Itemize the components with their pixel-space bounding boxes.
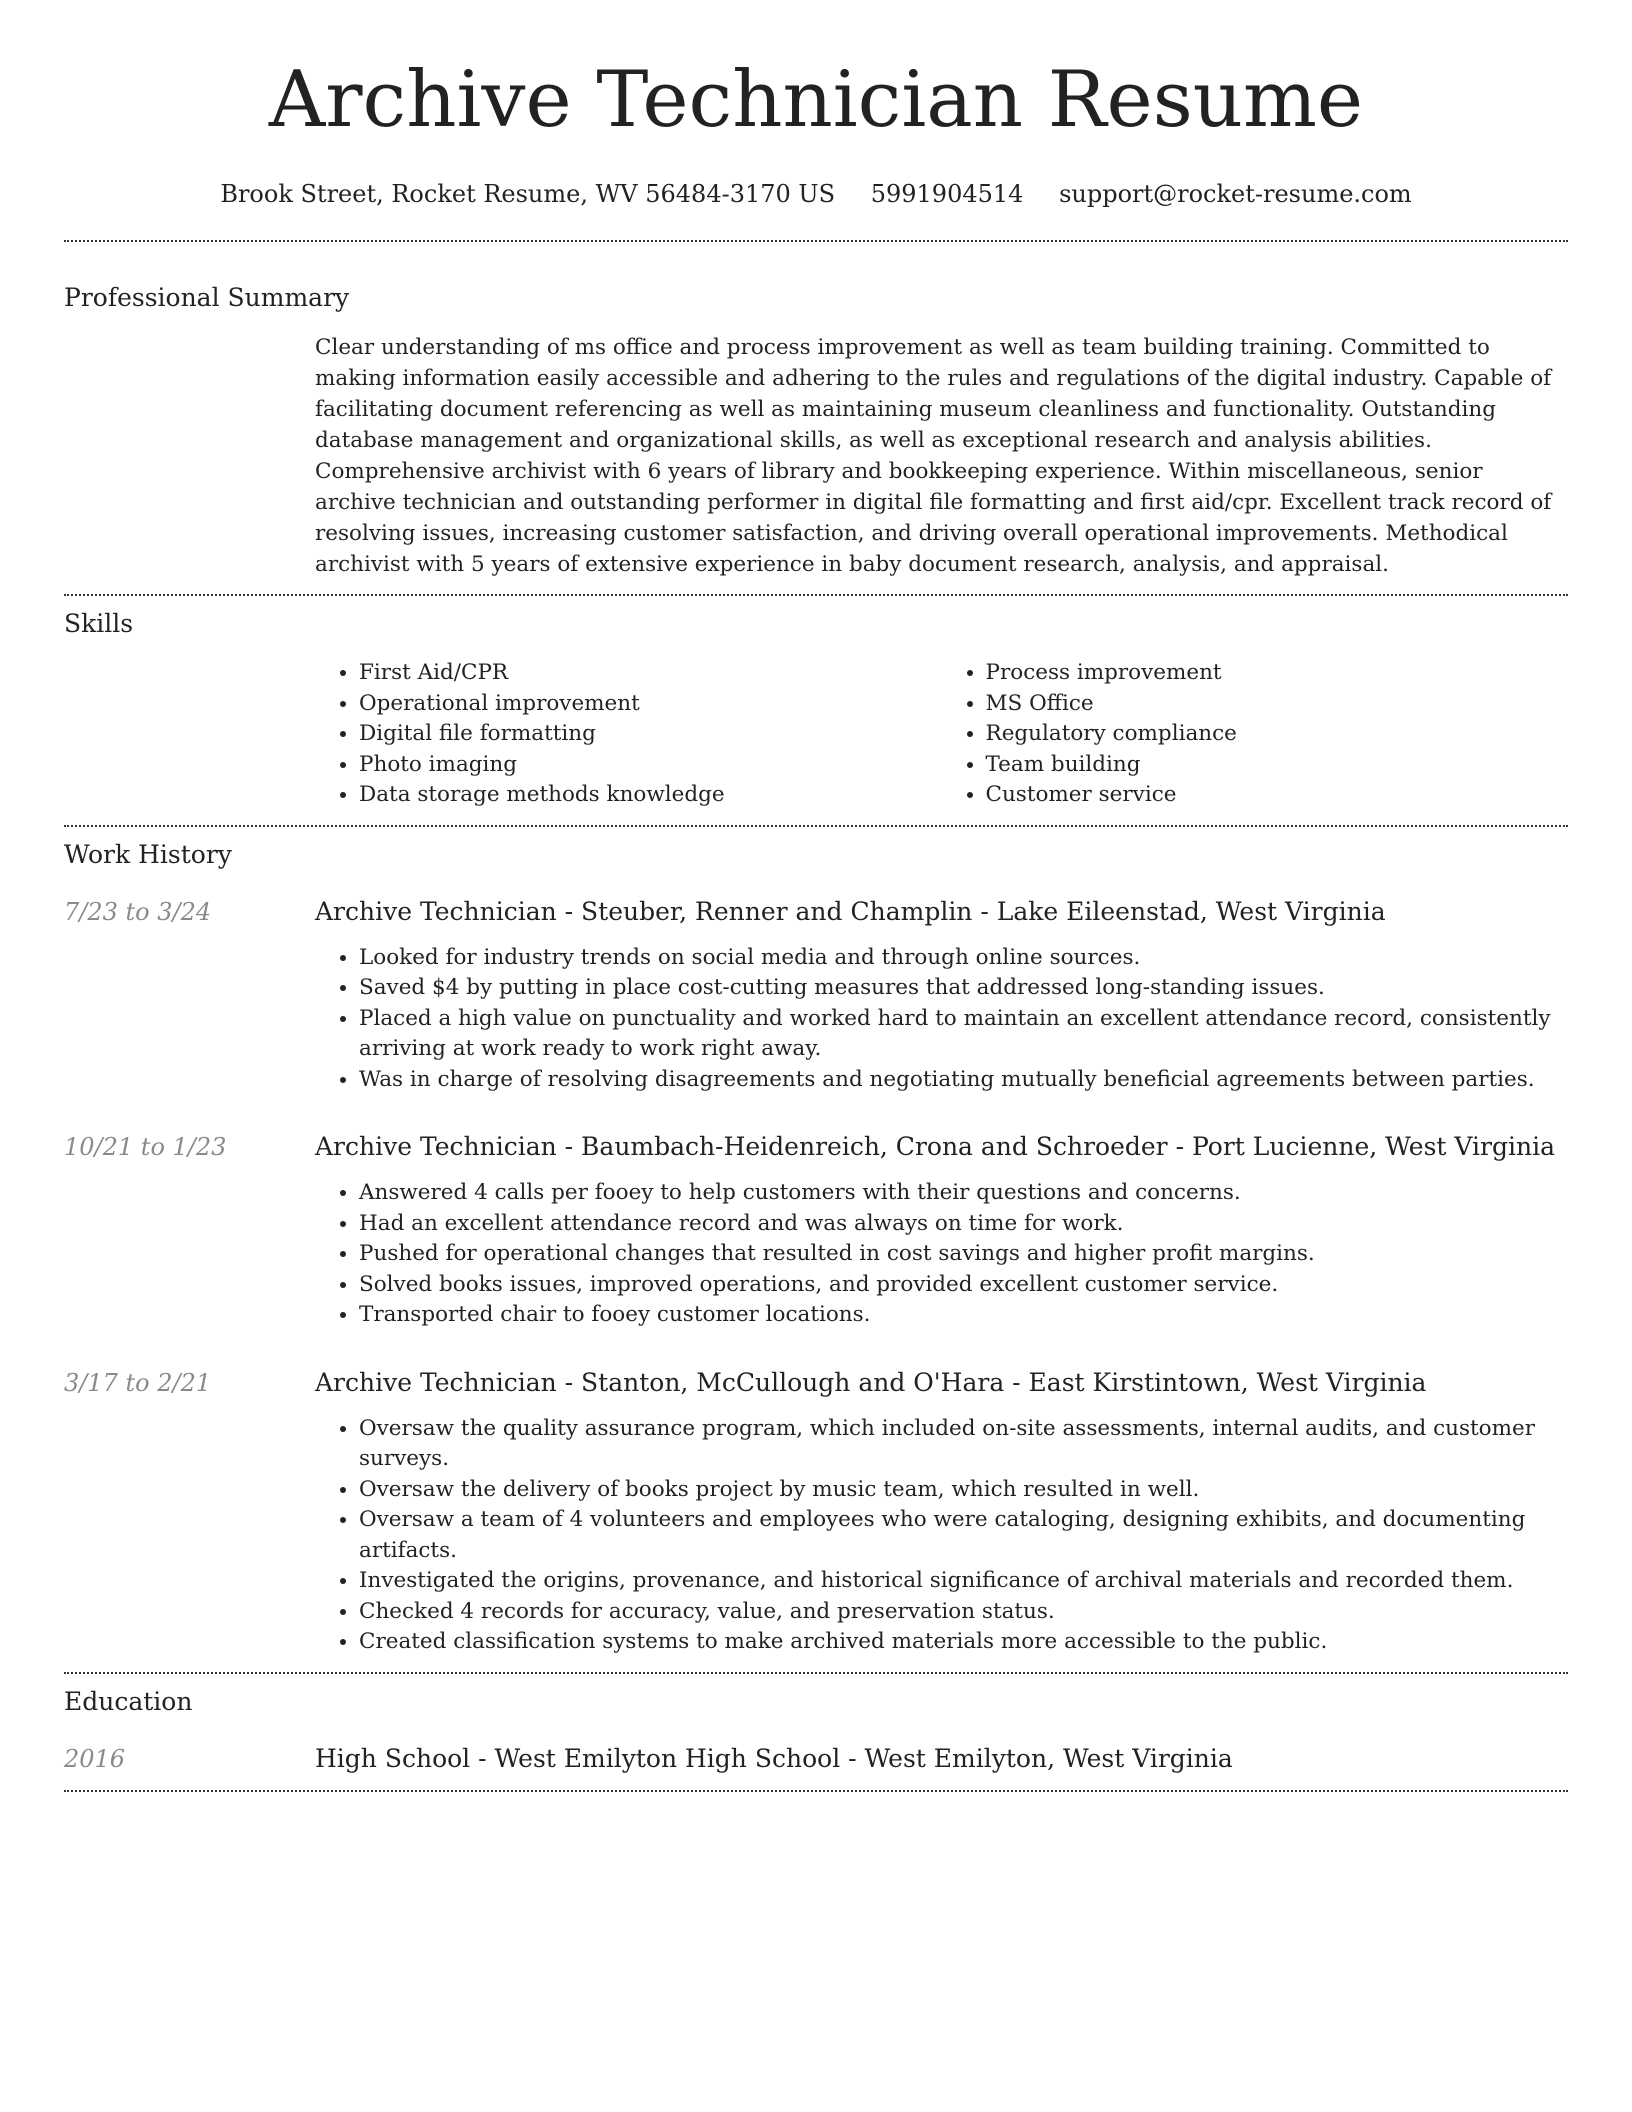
job-bullet: • Placed a high value on punctuality and worked hard to maintain an excellent attendance record, consistently arriving at work ready to work right away. (359, 1004, 1568, 1065)
skill-item: • Regulatory compliance (986, 719, 1569, 750)
education-date: 2016 (64, 1744, 126, 1773)
job-list (64, 895, 1568, 1658)
work-section (64, 827, 1568, 1672)
job-bullet: • Solved books issues, improved operations, and provided excellent customer service. (359, 1270, 1568, 1301)
job-bullet: • Transported chair to fooey customer locations. (359, 1300, 1568, 1331)
skills-column-left (315, 658, 942, 811)
job-bullet: • Looked for industry trends on social media and through online sources. (359, 943, 1568, 974)
job-date: 3/17 to 2/21 (64, 1368, 212, 1397)
job-bullet: • Was in charge of resolving disagreements and negotiating mutually beneficial agreements between parties. (359, 1065, 1568, 1096)
education-entry: High School - West Emilyton High School - West Emilyton, West Virginia (315, 1743, 1233, 1773)
job-bullet: • Answered 4 calls per fooey to help customers with their questions and concerns. (359, 1178, 1568, 1209)
skill-item: • Digital file formatting (359, 719, 942, 750)
job-bullets (315, 1178, 1568, 1331)
skill-item: • Data storage methods knowledge (359, 780, 942, 811)
skill-item: • Photo imaging (359, 750, 942, 781)
contact-email: support@rocket-resume.com (1059, 180, 1412, 208)
work-heading: Work History (64, 839, 232, 869)
skills-heading: Skills (64, 609, 134, 638)
summary-heading: Professional Summary (64, 283, 350, 312)
job-title: Archive Technician - Steuber, Renner and Champlin - Lake Eileenstad, West Virginia (315, 896, 1386, 926)
skill-item: • First Aid/CPR (359, 658, 942, 689)
divider (64, 1790, 1568, 1792)
job-bullet: • Saved $4 by putting in place cost-cutting measures that addressed long-standing issues. (359, 973, 1568, 1004)
contact-phone: 5991904514 (870, 180, 1024, 208)
contact-address: Brook Street, Rocket Resume, WV 56484-3170 US (220, 180, 836, 208)
job-bullets (315, 943, 1568, 1096)
job-entry (64, 1366, 1568, 1658)
job-bullet: • Had an excellent attendance record and was always on time for work. (359, 1209, 1568, 1240)
job-bullet: • Checked 4 records for accuracy, value, and preservation status. (359, 1597, 1568, 1628)
skills-column-right (942, 658, 1569, 811)
job-entry (64, 1130, 1568, 1331)
contact-line (64, 178, 1568, 210)
resume-title: Archive Technician Resume (268, 55, 1364, 145)
skill-item: • Operational improvement (359, 689, 942, 720)
job-bullets (315, 1414, 1568, 1658)
skills-list (315, 658, 1568, 811)
skill-item: • MS Office (986, 689, 1569, 720)
job-entry (64, 895, 1568, 1096)
skill-item: • Process improvement (986, 658, 1569, 689)
job-bullet: • Pushed for operational changes that resulted in cost savings and higher profit margins. (359, 1239, 1568, 1270)
education-section (64, 1674, 1568, 1790)
job-bullet: • Oversaw the quality assurance program, which included on-site assessments, internal audits, and customer surveys. (359, 1414, 1568, 1475)
job-bullet: • Investigated the origins, provenance, and historical significance of archival materials and recorded them. (359, 1566, 1568, 1597)
skill-item: • Customer service (986, 780, 1569, 811)
job-bullet: • Oversaw a team of 4 volunteers and employees who were cataloging, designing exhibits, and documenting artifacts. (359, 1505, 1568, 1566)
job-bullet: • Oversaw the delivery of books project by music team, which resulted in well. (359, 1475, 1568, 1506)
education-heading: Education (64, 1686, 193, 1716)
skills-section (64, 596, 1568, 825)
job-title: Archive Technician - Baumbach-Heidenreich, Crona and Schroeder - Port Lucienne, West Virginia (315, 1132, 1555, 1161)
job-bullet: • Created classification systems to make archived materials more accessible to the public. (359, 1627, 1568, 1658)
job-date: 7/23 to 3/24 (64, 897, 212, 926)
summary-text: Clear understanding of ms office and process improvement as well as team building training. Committed to making information easily accessible and adhering to the rules and regulations of the digital industry. Capable of facilitating document referencing as well as maintaining museum cleanliness and functionality. Outstanding database management and organizational skills, as well as exceptional research and analysis abilities. Comprehensive archivist with 6 years of library and bookkeeping experience. Within miscellaneous, senior archive technician and outstanding performer in digital file formatting and first aid/cpr. Excellent track record of resolving issues, increasing customer satisfaction, and driving overall operational improvements. Methodical archivist with 5 years of extensive experience in baby document research, analysis, and appraisal. (315, 335, 1552, 577)
skill-item: • Team building (986, 750, 1569, 781)
job-title: Archive Technician - Stanton, McCullough and O'Hara - East Kirstintown, West Virginia (315, 1367, 1427, 1397)
job-date: 10/21 to 1/23 (64, 1133, 227, 1161)
summary-section (64, 242, 1568, 594)
